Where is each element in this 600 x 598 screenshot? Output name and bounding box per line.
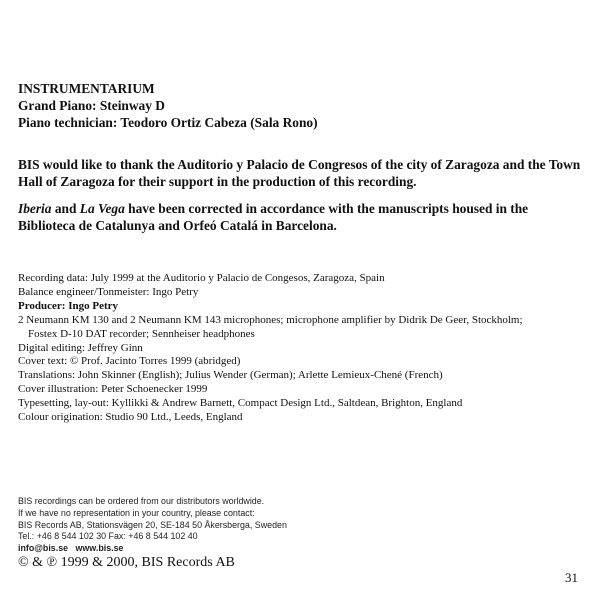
instrumentarium-heading: INSTRUMENTARIUM	[18, 81, 155, 96]
translations: Translations: John Skinner (English); Julius Wender (German); Arlette Lemieux-Chené (French)	[18, 369, 443, 382]
work-title-la-vega: La Vega	[79, 201, 125, 216]
copyright-notice: © & ℗ 1999 & 2000, BIS Records AB	[18, 555, 235, 570]
email-link: info@bis.se	[18, 543, 69, 554]
ordering-phone-fax: Tel.: +46 8 544 102 30 Fax: +46 8 544 102 40	[18, 531, 198, 542]
work-title-iberia: Iberia	[18, 201, 52, 216]
page-number: 31	[565, 570, 578, 585]
grand-piano-line: Grand Piano: Steinway D	[18, 98, 165, 113]
website-link: www.bis.se	[75, 543, 124, 554]
balance-engineer: Balance engineer/Tonmeister: Ingo Petry	[18, 285, 199, 298]
typesetting: Typesetting, lay-out: Kyllikki & Andrew Barnett, Compact Design Ltd., Saltdean, Brighton, England	[18, 397, 463, 410]
cover-text: Cover text: © Prof. Jacinto Torres 1999 (abridged)	[18, 355, 241, 368]
cover-illustration: Cover illustration: Peter Schoenecker 1999	[18, 383, 208, 396]
equipment-line-2: Fostex D-10 DAT recorder; Sennheiser headphones	[28, 327, 255, 340]
production-credits	[18, 272, 582, 425]
digital-editing: Digital editing: Jeffrey Ginn	[18, 341, 143, 354]
corrections-and: and	[51, 201, 80, 216]
equipment-line-1: 2 Neumann KM 130 and 2 Neumann KM 143 microphones; microphone amplifier by Didrik De Geer, Stockholm;	[18, 313, 523, 326]
producer: Producer: Ingo Petry	[18, 299, 118, 312]
ordering-address: BIS Records AB, Stationsvägen 20, SE-184 50 Åkersberga, Sweden	[18, 519, 287, 530]
ordering-line-1: BIS recordings can be ordered from our distributors worldwide.	[18, 496, 265, 506]
piano-technician-line: Piano technician: Teodoro Ortiz Cabeza (Sala Rono)	[18, 115, 318, 130]
acknowledgement-paragraph: BIS would like to thank the Auditorio y Palacio de Congresos of the city of Zaragoza and the Town Hall of Zaragoza for their support in the production of this recording.	[18, 157, 581, 189]
recording-data: Recording data: July 1999 at the Auditorio y Palacio de Congesos, Zaragoza, Spain	[18, 272, 385, 284]
colour-origination: Colour origination: Studio 90 Ltd., Leeds, England	[18, 411, 243, 424]
corrections-text: have been corrected in accordance with the manuscripts housed in the Biblioteca de Catalunya and Orfeó Catalá in Barcelona.	[18, 201, 529, 233]
instrumentarium-section	[18, 80, 582, 131]
ordering-line-2: If we have no representation in your country, please contact:	[18, 507, 255, 518]
ordering-info	[18, 496, 582, 555]
corrections-paragraph	[18, 200, 582, 234]
